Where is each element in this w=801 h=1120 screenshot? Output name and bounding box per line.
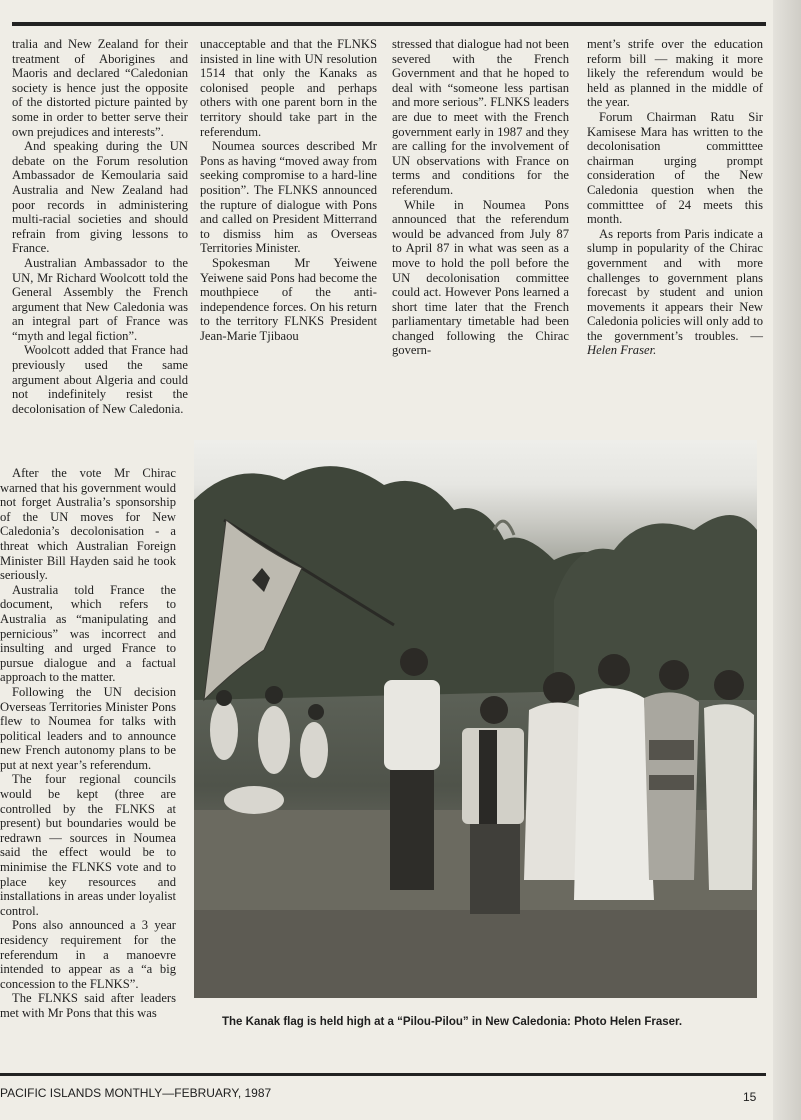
paragraph: After the vote Mr Chirac warned that his government would not forget Australia’s sponsorship of the UN moves for New Caledonia’s decolonisation - a threat which Australian Foreign Minister Bill Hayden said he took seriously. <box>0 466 176 583</box>
page-number: 15 <box>743 1090 757 1104</box>
paragraph: Following the UN decision Overseas Territories Minister Pons flew to Noumea for talks with political leaders and to announce new French autonomy plans to be put at next year’s referendum. <box>0 684 176 772</box>
article-column-1 <box>12 37 188 416</box>
paragraph: Pons also announced a 3 year residency requirement for the referendum in a manoevre intended to appear as a “a big concession to the FLNKS”. <box>0 918 176 991</box>
paragraph: Australia told France the document, which refers to Australia as “manipulating and pernicious” was incorrect and insulting and urged France to pursue dialogue and a factual approach to the matter. <box>0 582 176 685</box>
article-column-4 <box>587 37 763 358</box>
paragraph: Spokesman Mr Yeiwene Yeiwene said Pons had become the mouthpiece of the anti-independence forces. On his return to the territory FLNKS President Jean-Marie Tjibaou <box>200 255 377 343</box>
byline: Helen Fraser. <box>587 343 657 358</box>
paragraph: Woolcott added that France had previously used the same argument about Algeria and could not indefinitely resist the decolonisation of New Caledonia. <box>12 343 188 416</box>
paragraph <box>587 227 763 358</box>
paragraph: ment’s strife over the education reform bill — making it more likely the referendum would be held as planned in the middle of the year. <box>587 37 763 110</box>
paragraph: And speaking during the UN debate on the Forum resolution Ambassador de Kemoularia said Australia and New Zealand had poor records in administering multi-racial societies and should refrain from giving lessons to France. <box>12 139 188 256</box>
publication-footer: PACIFIC ISLANDS MONTHLY—FEBRUARY, 1987 <box>0 1086 272 1100</box>
paragraph: stressed that dialogue had not been severed with the French Government and that he hoped to deal with “someone less partisan and more serious”. FLNKS leaders are due to meet with the French government early in 1987 and they are calling for the involvement of UN observations with France on terms and conditions for the referendum. <box>392 37 569 197</box>
top-rule <box>12 22 766 26</box>
paragraph: The four regional councils would be kept (three are controlled by the FLNKS at present) but boundaries would be redrawn — sources in Noumea said the effect would be to minimise the FLNKS vote and to place key resources and installations in areas under loyalist control. <box>0 772 176 918</box>
article-column-3 <box>392 37 569 358</box>
paragraph: unacceptable and that the FLNKS insisted in line with UN resolution 1514 that only the Kanaks as colonised people and perhaps others with one parent born in the territory should take part in the referendum. <box>200 37 377 139</box>
paragraph: Noumea sources described Mr Pons as having “moved away from seeking compromise to a hard-line position”. The FLNKS announced the rupture of dialogue with Pons and called on President Mitterrand to dismiss him as Overseas Territories Minister. <box>200 139 377 256</box>
photo-illustration <box>194 440 757 998</box>
paragraph-text: As reports from Paris indicate a slump in popularity of the Chirac government and with more challenges to government plans forecast by student and union movements it appears their New Caledonia policies will only add to the government’s troubles. — <box>587 226 763 343</box>
paragraph: Australian Ambassador to the UN, Mr Richard Woolcott told the General Assembly the French argument that New Caledonia was an integral part of France was “myth and legal fiction”. <box>12 255 188 343</box>
paragraph: While in Noumea Pons announced that the referendum would be advanced from July 87 to April 87 in what was seen as a move to hold the poll before the UN decolonisation committee could act. However Pons learned a short time later that the French parliamentary timetable had been changed following the Chirac govern- <box>392 197 569 358</box>
paragraph: The FLNKS said after leaders met with Mr Pons that this was <box>0 991 176 1020</box>
article-column-2 <box>200 37 377 343</box>
photo-caption: The Kanak flag is held high at a “Pilou-Pilou” in New Caledonia: Photo Helen Fraser. <box>222 1016 683 1028</box>
bottom-rule <box>0 1073 766 1076</box>
page-edge <box>773 0 801 1120</box>
paragraph: tralia and New Zealand for their treatment of Aborigines and Maoris and declared “Caledonian society is hence just the opposite of the distorted picture painted by some in order to better serve their own prejudices and interests”. <box>12 37 188 139</box>
paragraph: Forum Chairman Ratu Sir Kamisese Mara has written to the decolonisation committtee chairman urging prompt consideration of the New Caledonia question when the committtee of 24 meets this month. <box>587 109 763 227</box>
kanak-flag-photo <box>194 440 757 998</box>
article-column-1-lower <box>0 466 176 1021</box>
